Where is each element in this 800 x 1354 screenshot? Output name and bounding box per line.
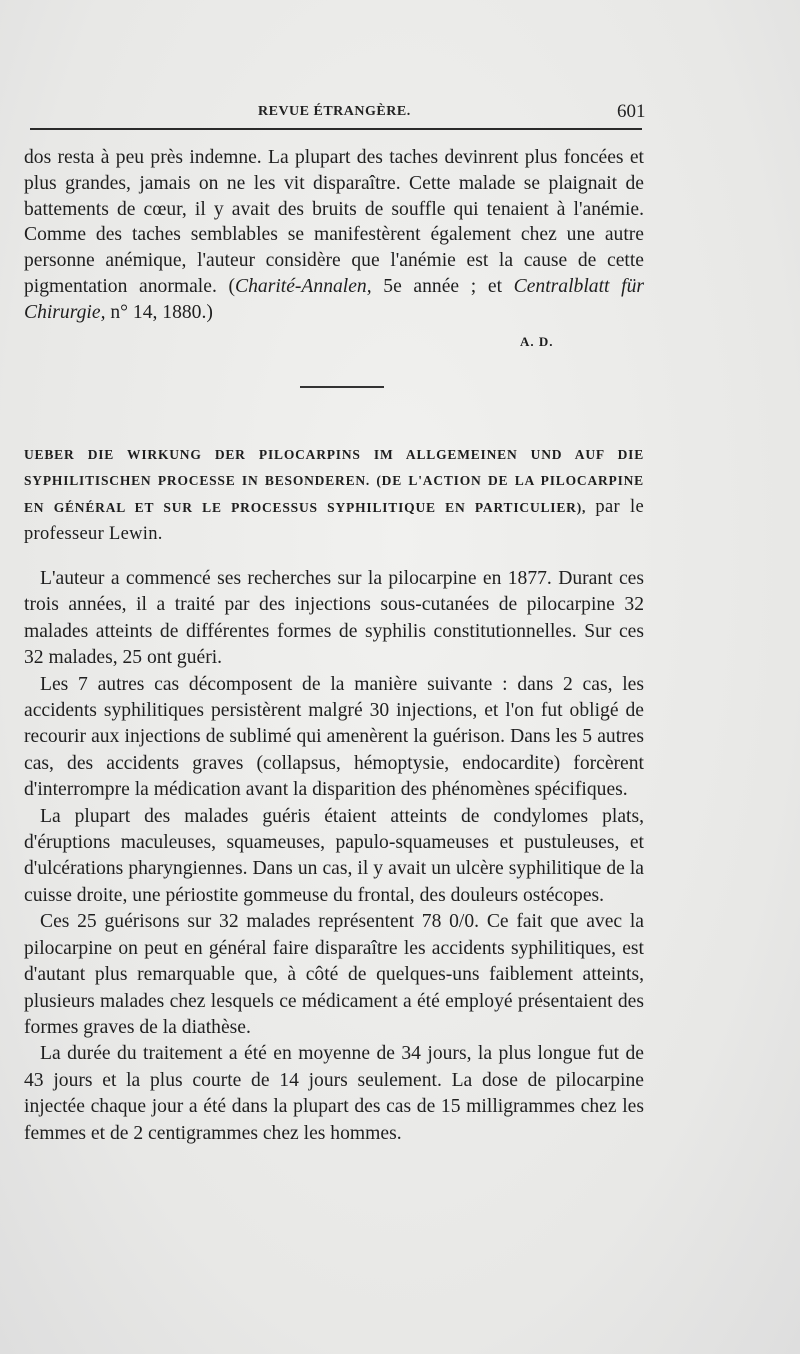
signature: A. D. <box>520 334 554 349</box>
running-title: REVUE ÉTRANGÈRE. <box>258 104 411 119</box>
paragraph: La durée du traitement a été en moyenne de 34 jours, la plus longue fut de 43 jours et la plus courte de 14 jours seulement. La dose de pilocarpine injectée chaque jour a été dans la plupart des cas de 15 milligrammes chez les femmes et de 2 centigrammes chez les hommes. <box>24 1043 644 1144</box>
paragraph: La plupart des malades guéris étaient atteints de condylomes plats, d'éruptions maculeuses, squameuses, papulo-squameuses et pustuleuses, et d'ulcérations pharyngiennes. Dans un cas, il y avait un ulcère syphilitique de la cuisse droite, une périostite gommeuse du frontal, des douleurs ostécopes. <box>24 805 644 906</box>
previous-text-mid: 5e année ; et <box>371 275 514 297</box>
previous-text-after: n° 14, 1880.) <box>105 301 213 323</box>
section-separator <box>300 386 384 388</box>
paragraph: L'auteur a commencé ses recherches sur la pilocarpine en 1877. Durant ces trois années, il a traité par des injections sous-cutanées de pilocarpine 32 malades atteints de différentes formes de syphilis constitutionnelles. Sur ces 32 malades, 25 ont guéri. <box>24 568 644 669</box>
page-number: 601 <box>617 101 646 122</box>
paragraph: Les 7 autres cas décomposent de la manière suivante : dans 2 cas, les accidents syphilitiques persistèrent malgré 30 injections, et l'on fut obligé de recourir aux injections de sublimé qui amenèrent la guérison. Dans les 5 autres cas, des accidents graves (collapsus, hémoptysie, endocardite) forcèrent d'interrompre la médication avant la disparition des phénomènes spécifiques. <box>24 673 644 801</box>
running-head <box>0 101 800 128</box>
article-body <box>24 566 644 1147</box>
header-rule <box>30 128 642 130</box>
article-title <box>24 442 644 548</box>
title-german: UEBER DIE WIRKUNG DER PILOCARPINS IM ALLGEMEINEN UND AUF DIE SYPHILITISCHEN PROCESSE IN BESONDEREN. <box>24 447 644 488</box>
previous-text-before: dos resta à peu près indemne. La plupart des taches devinrent plus foncées et plus grandes, jamais on ne les vit disparaître. Cette malade se plaignait de battements de cœur, il y avait des bruits de souffle qui tenaient à l'anémie. Comme des taches semblables se manifestèrent également chez une autre personne anémique, l'auteur considère que l'anémie est la cause de cette pigmentation anormale. ( <box>24 147 644 297</box>
title-french: (DE L'ACTION DE LA PILOCARPINE EN GÉNÉRAL ET SUR LE PROCESSUS SYPHILITIQUE EN PARTICULIER), <box>24 473 644 515</box>
journal-centralblatt: Centralblatt für Chirurgie, <box>24 275 644 323</box>
previous-article-text <box>24 145 644 326</box>
paragraph: Ces 25 guérisons sur 32 malades représentent 78 0/0. Ce fait que avec la pilocarpine on peut en général faire disparaître les accidents syphilitiques, est d'autant plus remarquable que, à côté de quelques-uns faiblement atteints, plusieurs malades chez lesquels ce médicament a été employé présentaient des formes graves de la diathèse. <box>24 911 644 1038</box>
journal-charite: Charité-Annalen, <box>235 275 372 297</box>
author-line: par le professeur Lewin. <box>24 497 644 544</box>
